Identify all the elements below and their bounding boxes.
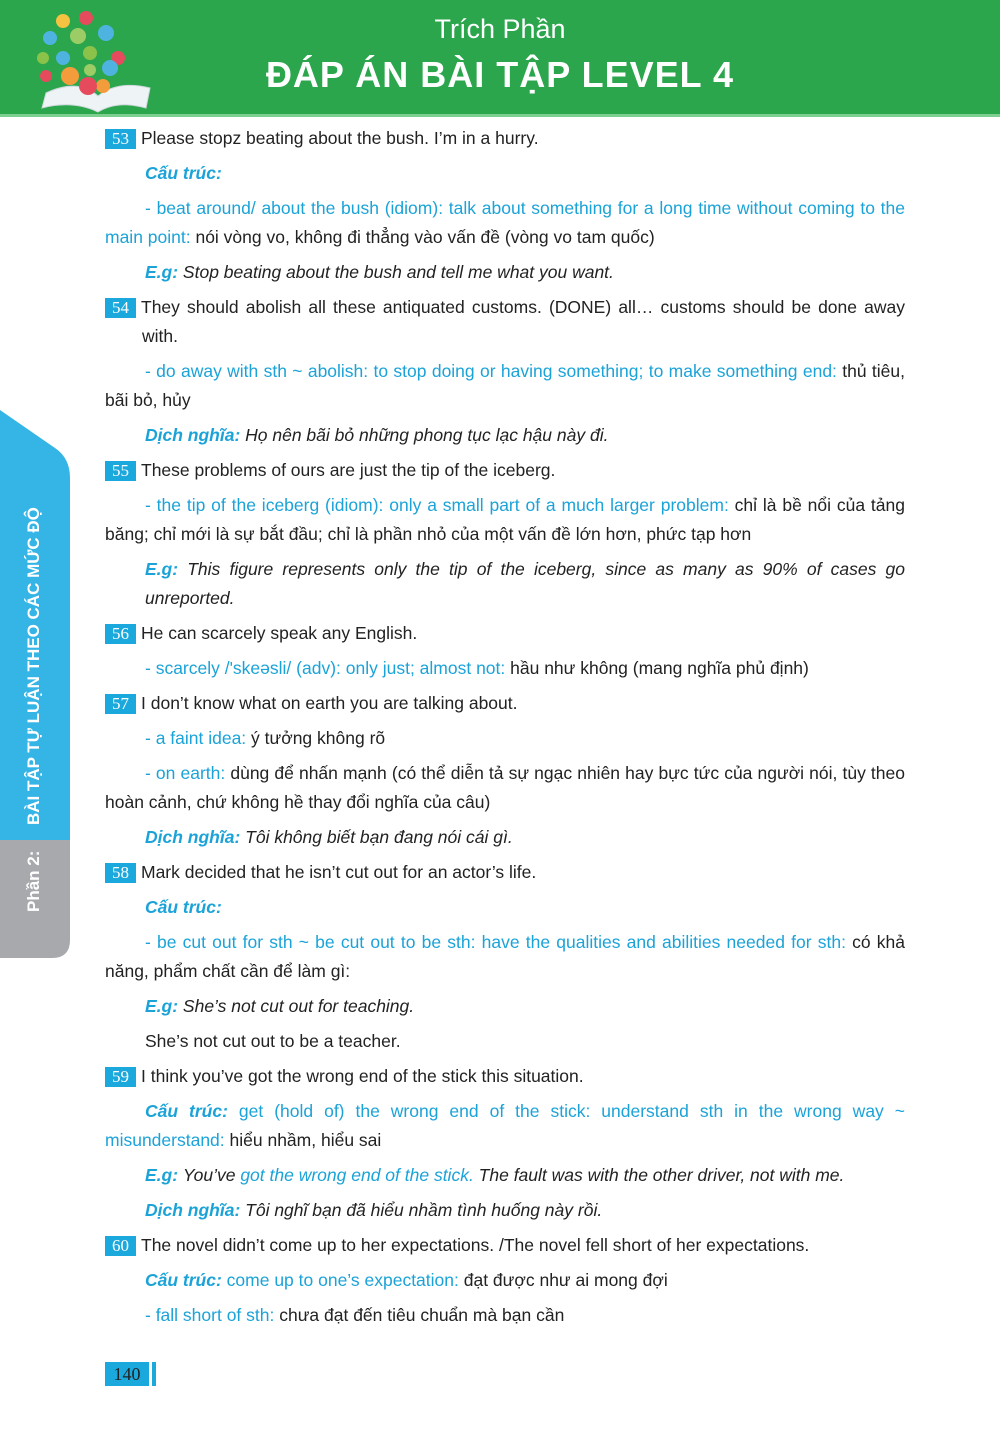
body-text: chỉ là bề nổi của tảng băng; chỉ mới là sự bắt đầu; chỉ là phần nhỏ của một vấn đề lớn hơn, phức tạp hơn xyxy=(105,495,905,544)
question-sentence xyxy=(105,858,905,887)
body-text: nói vòng vo, không đi thẳng vào vấn đề (vòng vo tam quốc) xyxy=(190,227,655,247)
question-sentence xyxy=(105,124,905,153)
question-number-badge: 53 xyxy=(105,129,136,149)
question-number-badge: 55 xyxy=(105,461,136,481)
body-text: He can scarcely speak any English. xyxy=(141,623,418,643)
label-text: E.g: xyxy=(145,996,183,1016)
label-text: Cấu trúc: xyxy=(145,897,222,917)
explanation-line xyxy=(105,1266,905,1295)
question-sentence xyxy=(105,689,905,718)
question-sentence xyxy=(105,1231,905,1260)
question-number-badge: 58 xyxy=(105,863,136,883)
explanation-line xyxy=(105,1196,905,1225)
side-tab-section-label xyxy=(0,410,70,840)
question-number-badge: 56 xyxy=(105,624,136,644)
page-number xyxy=(105,1362,156,1386)
explanation-line xyxy=(105,1161,905,1190)
question-number-badge: 60 xyxy=(105,1236,136,1256)
body-text: thủ tiêu, bãi bỏ, hủy xyxy=(105,361,905,410)
body-text: hầu như không (mang nghĩa phủ định) xyxy=(505,658,809,678)
explanation-line xyxy=(105,654,905,683)
label-text: E.g: xyxy=(145,262,183,282)
answer-item-53 xyxy=(105,124,905,287)
label-text: Dịch nghĩa: xyxy=(145,827,246,847)
header-title: ĐÁP ÁN BÀI TẬP LEVEL 4 xyxy=(265,54,735,95)
page-header xyxy=(0,0,1000,117)
answer-item-54 xyxy=(105,293,905,450)
definition-text: - the tip of the iceberg (idiom): only a small part of a much larger problem: xyxy=(145,495,729,515)
explanation-line xyxy=(105,724,905,753)
definition-text: - on earth: xyxy=(145,763,226,783)
label-text: Cấu trúc: xyxy=(145,1270,222,1290)
answer-item-55 xyxy=(105,456,905,613)
body-text: Mark decided that he isn’t cut out for an actor’s life. xyxy=(141,862,537,882)
body-text: Họ nên bãi bỏ những phong tục lạc hậu này đi. xyxy=(245,425,609,445)
body-text: có khả năng, phẩm chất cần để làm gì: xyxy=(105,932,905,981)
label-text: E.g: xyxy=(145,559,188,579)
body-text: This figure represents only the tip of the iceberg, since as many as 90% of cases go unreported. xyxy=(145,559,905,608)
explanation-line xyxy=(105,1027,905,1056)
definition-text: - be cut out for sth ~ be cut out to be sth: have the qualities and abilities needed for sth: xyxy=(145,932,846,952)
question-sentence xyxy=(105,456,905,485)
body-text: These problems of ours are just the tip of the iceberg. xyxy=(141,460,556,480)
explanation-line xyxy=(105,491,905,549)
explanation-line xyxy=(105,258,905,287)
question-sentence xyxy=(105,1062,905,1091)
explanation-line xyxy=(105,893,905,922)
header-subtitle: Trích Phần xyxy=(434,14,566,44)
definition-text: got the wrong end of the stick. xyxy=(240,1165,474,1185)
body-text: chưa đạt đến tiêu chuẩn mà bạn cần xyxy=(274,1305,565,1325)
body-text: Stop beating about the bush and tell me what you want. xyxy=(182,262,614,282)
body-text: They should abolish all these antiquated customs. (DONE) all… customs should be done away with. xyxy=(141,297,905,346)
side-tab-section-text: BÀI TẬP TỰ LUẬN THEO CÁC MỨC ĐỘ xyxy=(24,507,43,825)
explanation-line xyxy=(105,1301,905,1330)
page-number-text: 140 xyxy=(105,1362,149,1386)
answer-item-57 xyxy=(105,689,905,852)
label-text: Dịch nghĩa: xyxy=(145,425,246,445)
label-text: Cấu trúc: xyxy=(145,1101,228,1121)
body-text: Tôi nghĩ bạn đã hiểu nhầm tình huống này rồi. xyxy=(245,1200,603,1220)
body-text: hiểu nhầm, hiểu sai xyxy=(224,1130,382,1150)
explanation-line xyxy=(105,357,905,415)
label-text: Dịch nghĩa: xyxy=(145,1200,246,1220)
question-sentence xyxy=(105,293,905,351)
question-sentence xyxy=(105,619,905,648)
body-text: dùng để nhấn mạnh (có thể diễn tả sự ngạc nhiên hay bực tức của người nói, tùy theo hoàn cảnh, chứ không hề thay đổi nghĩa của câu) xyxy=(105,763,905,812)
explanation-line xyxy=(105,759,905,817)
answer-item-56 xyxy=(105,619,905,683)
definition-text: get (hold of) the wrong end of the stick: understand sth in the wrong way ~ misunderstand: xyxy=(105,1101,905,1150)
body-text: You’ve xyxy=(182,1165,241,1185)
body-text: The novel didn’t come up to her expectations. /The novel fell short of her expectations. xyxy=(141,1235,810,1255)
body-text: She’s not cut out for teaching. xyxy=(182,996,415,1016)
definition-text: - a faint idea: xyxy=(145,728,247,748)
explanation-line xyxy=(105,421,905,450)
explanation-line xyxy=(105,1097,905,1155)
definition-text: - do away with sth ~ abolish: to stop doing or having something; to make something end: xyxy=(145,361,837,381)
explanation-line xyxy=(105,992,905,1021)
label-text: Cấu trúc: xyxy=(145,163,222,183)
body-text: ý tưởng không rõ xyxy=(246,728,386,748)
body-text: The fault was with the other driver, not with me. xyxy=(473,1165,845,1185)
body-text: Tôi không biết bạn đang nói cái gì. xyxy=(245,827,513,847)
answer-content xyxy=(105,124,905,1336)
answer-item-59 xyxy=(105,1062,905,1225)
explanation-line xyxy=(105,194,905,252)
body-text: I think you’ve got the wrong end of the stick this situation. xyxy=(141,1066,584,1086)
question-number-badge: 59 xyxy=(105,1067,136,1087)
explanation-line xyxy=(105,928,905,986)
definition-text: - scarcely /'skeəsli/ (adv): only just; almost not: xyxy=(145,658,506,678)
side-tab-part-text: Phần 2: xyxy=(24,850,43,912)
answer-item-58 xyxy=(105,858,905,1056)
explanation-line xyxy=(105,823,905,852)
label-text: E.g: xyxy=(145,1165,183,1185)
body-text: đạt được như ai mong đợi xyxy=(458,1270,668,1290)
body-text: Please stopz beating about the bush. I’m in a hurry. xyxy=(141,128,539,148)
body-text: I don’t know what on earth you are talking about. xyxy=(141,693,518,713)
question-number-badge: 57 xyxy=(105,694,136,714)
definition-text: come up to one’s expectation: xyxy=(221,1270,459,1290)
explanation-line xyxy=(105,555,905,613)
definition-text: - beat around/ about the bush (idiom): talk about something for a long time without coming to the main point: xyxy=(105,198,905,247)
explanation-line xyxy=(105,159,905,188)
definition-text: - fall short of sth: xyxy=(145,1305,275,1325)
question-number-badge: 54 xyxy=(105,298,136,318)
body-text: She’s not cut out to be a teacher. xyxy=(145,1031,401,1051)
page-number-bar xyxy=(152,1362,156,1386)
answer-item-60 xyxy=(105,1231,905,1330)
